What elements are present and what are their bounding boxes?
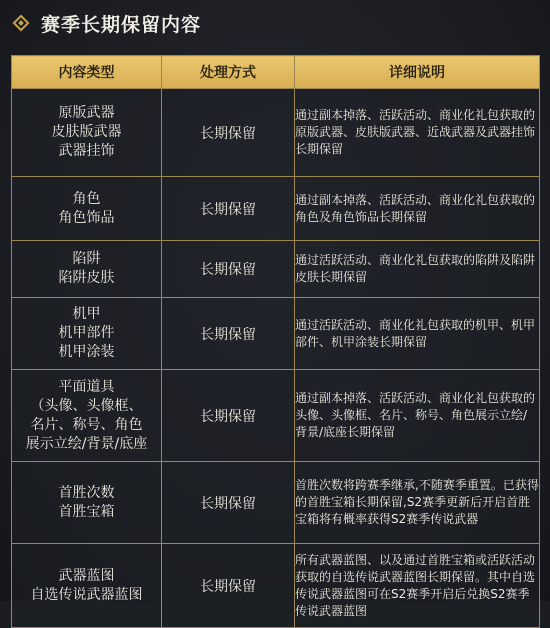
table-row [12,370,540,462]
cell-type: 陷阱 陷阱皮肤 [12,241,162,298]
cell-desc: 所有武器蓝图、以及通过首胜宝箱或活跃活动获取的自选传说武器蓝图长期保留。其中自选传说武器蓝图可在S2赛季开启后兑换S2赛季传说武器蓝图 [295,544,540,628]
cell-desc: 通过活跃活动、商业化礼包获取的陷阱及陷阱皮肤长期保留 [295,241,540,298]
retention-table [11,55,540,628]
cell-type: 平面道具 （头像、头像框、 名片、称号、角色 展示立绘/背景/底座 [12,370,162,462]
cell-type: 角色 角色饰品 [12,177,162,241]
cell-desc: 通过副本掉落、活跃活动、商业化礼包获取的头像、头像框、名片、称号、角色展示立绘/背景/底座长期保留 [295,370,540,462]
cell-method: 长期保留 [162,544,295,628]
cell-type: 原版武器 皮肤版武器 武器挂饰 [12,89,162,177]
table-row [12,241,540,298]
cell-method: 长期保留 [162,462,295,544]
cell-type: 机甲 机甲部件 机甲涂装 [12,298,162,370]
cell-desc: 通过副本掉落、活跃活动、商业化礼包获取的原版武器、皮肤版武器、近战武器及武器挂饰长期保留 [295,89,540,177]
column-header-desc: 详细说明 [295,56,540,89]
cell-method: 长期保留 [162,177,295,241]
page-header [0,0,550,46]
table-row [12,89,540,177]
cell-method: 长期保留 [162,89,295,177]
cell-type: 首胜次数 首胜宝箱 [12,462,162,544]
cell-method: 长期保留 [162,241,295,298]
column-header-type: 内容类型 [12,56,162,89]
cell-method: 长期保留 [162,298,295,370]
cell-desc: 通过活跃活动、商业化礼包获取的机甲、机甲部件、机甲涂装长期保留 [295,298,540,370]
diamond-icon [13,15,30,32]
table-header-row [12,56,540,89]
column-header-method: 处理方式 [162,56,295,89]
table-row [12,462,540,544]
cell-desc: 通过副本掉落、活跃活动、商业化礼包获取的角色及角色饰品长期保留 [295,177,540,241]
cell-type: 武器蓝图 自选传说武器蓝图 [12,544,162,628]
table-row [12,544,540,628]
table-row [12,177,540,241]
cell-desc: 首胜次数将跨赛季继承,不随赛季重置。已获得的首胜宝箱长期保留,S2赛季更新后开启首胜宝箱将有概率获得S2赛季传说武器 [295,462,540,544]
cell-method: 长期保留 [162,370,295,462]
table-row [12,298,540,370]
page-title: 赛季长期保留内容 [41,13,202,36]
